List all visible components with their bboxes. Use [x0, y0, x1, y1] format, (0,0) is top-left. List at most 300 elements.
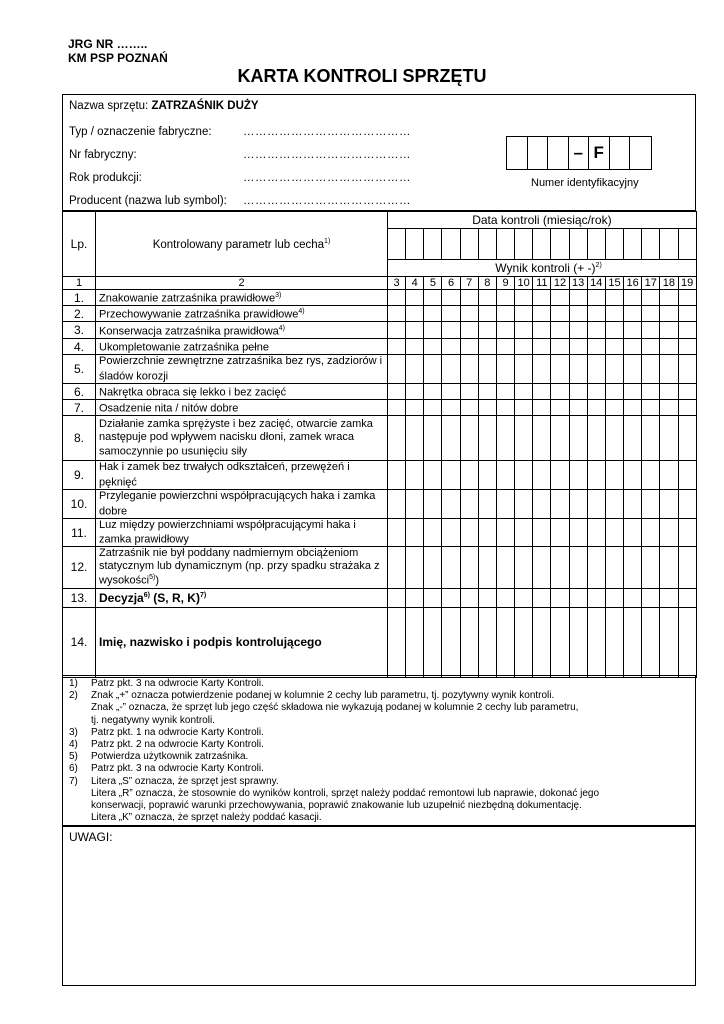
result-cell[interactable] [587, 518, 605, 547]
result-cell[interactable] [551, 384, 569, 400]
result-cell[interactable] [533, 400, 551, 416]
result-cell[interactable] [442, 355, 460, 384]
result-cell[interactable] [569, 518, 587, 547]
result-cell[interactable] [460, 547, 478, 588]
result-cell[interactable] [442, 461, 460, 490]
result-cell[interactable] [678, 290, 696, 306]
remarks-box[interactable] [62, 826, 696, 986]
result-cell[interactable] [660, 339, 678, 355]
result-cell[interactable] [624, 400, 642, 416]
result-cell[interactable] [569, 490, 587, 519]
result-cell[interactable] [569, 461, 587, 490]
serial-field[interactable]: …………………………………… [243, 149, 411, 161]
remarks-label: UWAGI: [69, 830, 113, 844]
result-cell[interactable] [587, 306, 605, 322]
id-cell[interactable] [610, 137, 631, 169]
result-cell[interactable] [660, 490, 678, 519]
footnote-text: Patrz pkt. 3 na odwrocie Karty Kontroli. [91, 678, 264, 689]
result-cell[interactable] [551, 339, 569, 355]
col-number: 8 [478, 277, 496, 290]
result-cell[interactable] [678, 461, 696, 490]
result-cell[interactable] [660, 400, 678, 416]
decision-cell[interactable] [533, 588, 551, 607]
result-cell[interactable] [569, 400, 587, 416]
result-cell[interactable] [496, 547, 514, 588]
result-cell[interactable] [424, 547, 442, 588]
result-cell[interactable] [478, 547, 496, 588]
result-cell[interactable] [660, 306, 678, 322]
id-cell[interactable] [507, 137, 528, 169]
footnote-number: 3) [69, 726, 78, 738]
result-cell[interactable] [460, 290, 478, 306]
col-number: 10 [515, 277, 533, 290]
decision-cell[interactable] [660, 588, 678, 607]
result-cell[interactable] [515, 461, 533, 490]
result-cell[interactable] [660, 322, 678, 339]
signature-cell[interactable] [442, 607, 460, 677]
date-cell[interactable] [605, 229, 623, 260]
result-cell[interactable] [460, 355, 478, 384]
result-cell[interactable] [624, 384, 642, 400]
producer-field[interactable]: …………………………………… [243, 195, 411, 207]
result-cell[interactable] [605, 518, 623, 547]
result-cell[interactable] [624, 322, 642, 339]
result-cell[interactable] [678, 355, 696, 384]
result-cell[interactable] [660, 416, 678, 461]
result-cell[interactable] [406, 400, 424, 416]
unit-number: JRG NR …….. [68, 37, 148, 51]
result-cell[interactable] [624, 547, 642, 588]
result-cell[interactable] [587, 355, 605, 384]
result-cell[interactable] [533, 322, 551, 339]
id-cell[interactable] [528, 137, 549, 169]
result-cell[interactable] [460, 416, 478, 461]
row-lp: 14. [63, 607, 96, 677]
result-cell[interactable] [460, 518, 478, 547]
result-cell[interactable] [642, 400, 660, 416]
result-cell[interactable] [442, 339, 460, 355]
result-cell[interactable] [406, 416, 424, 461]
decision-cell[interactable] [460, 588, 478, 607]
result-cell[interactable] [642, 355, 660, 384]
result-cell[interactable] [496, 306, 514, 322]
result-cell[interactable] [515, 290, 533, 306]
result-cell[interactable] [478, 518, 496, 547]
result-cell[interactable] [551, 547, 569, 588]
result-cell[interactable] [624, 355, 642, 384]
result-cell[interactable] [624, 290, 642, 306]
signature-cell[interactable] [569, 607, 587, 677]
footnotes [62, 675, 696, 826]
result-cell[interactable] [605, 290, 623, 306]
result-cell[interactable] [569, 355, 587, 384]
result-cell[interactable] [478, 490, 496, 519]
signature-cell[interactable] [660, 607, 678, 677]
result-cell[interactable] [587, 322, 605, 339]
result-cell[interactable] [496, 384, 514, 400]
result-cell[interactable] [515, 416, 533, 461]
result-cell[interactable] [569, 290, 587, 306]
result-cell[interactable] [678, 322, 696, 339]
result-cell[interactable] [533, 290, 551, 306]
id-cell[interactable] [630, 137, 651, 169]
result-cell[interactable] [551, 400, 569, 416]
result-cell[interactable] [515, 490, 533, 519]
unit-name: KM PSP POZNAŃ [68, 51, 168, 65]
result-cell[interactable] [624, 306, 642, 322]
result-cell[interactable] [569, 547, 587, 588]
result-cell[interactable] [515, 384, 533, 400]
date-header: Data kontroli (miesiąc/rok) [388, 212, 697, 229]
result-cell[interactable] [642, 461, 660, 490]
year-field[interactable]: …………………………………… [243, 172, 411, 184]
result-cell[interactable] [642, 384, 660, 400]
result-cell[interactable] [424, 306, 442, 322]
result-cell[interactable] [388, 339, 406, 355]
date-cell[interactable] [478, 229, 496, 260]
result-cell[interactable] [442, 322, 460, 339]
result-cell[interactable] [587, 290, 605, 306]
result-cell[interactable] [678, 384, 696, 400]
footnote-text: Potwierdza użytkownik zatrzaśnika. [91, 751, 249, 763]
result-cell[interactable] [678, 339, 696, 355]
result-cell[interactable] [551, 355, 569, 384]
result-cell[interactable] [660, 384, 678, 400]
signature-cell[interactable] [624, 607, 642, 677]
result-cell[interactable] [533, 306, 551, 322]
footnote-text: Znak „+” oznacza potwierdzenie podanej w kolumnie 2 cechy lub parametru, tj. pozytywny wynik kontroli. [91, 690, 555, 702]
result-cell[interactable] [478, 384, 496, 400]
date-cell[interactable] [533, 229, 551, 260]
result-cell[interactable] [533, 384, 551, 400]
result-cell[interactable] [388, 547, 406, 588]
result-cell[interactable] [388, 490, 406, 519]
result-cell[interactable] [496, 490, 514, 519]
result-cell[interactable] [442, 490, 460, 519]
result-cell[interactable] [478, 355, 496, 384]
table-row [63, 339, 697, 355]
result-cell[interactable] [551, 416, 569, 461]
result-cell[interactable] [388, 290, 406, 306]
result-cell[interactable] [478, 306, 496, 322]
result-cell[interactable] [678, 306, 696, 322]
signature-cell[interactable] [496, 607, 514, 677]
result-cell[interactable] [388, 461, 406, 490]
result-cell[interactable] [442, 518, 460, 547]
decision-cell[interactable] [515, 588, 533, 607]
result-cell[interactable] [460, 322, 478, 339]
result-cell[interactable] [442, 416, 460, 461]
result-cell[interactable] [496, 461, 514, 490]
result-cell[interactable] [533, 355, 551, 384]
date-cell[interactable] [515, 229, 533, 260]
id-number-boxes[interactable] [506, 136, 652, 170]
result-cell[interactable] [605, 547, 623, 588]
equipment-info [62, 94, 696, 211]
result-cell[interactable] [624, 339, 642, 355]
result-cell[interactable] [515, 547, 533, 588]
result-cell[interactable] [460, 384, 478, 400]
date-cell[interactable] [569, 229, 587, 260]
decision-cell[interactable] [388, 588, 406, 607]
result-cell[interactable] [424, 384, 442, 400]
result-cell[interactable] [442, 384, 460, 400]
date-cell[interactable] [388, 229, 406, 260]
signature-cell[interactable] [551, 607, 569, 677]
decision-cell[interactable] [442, 588, 460, 607]
col-number: 18 [660, 277, 678, 290]
date-cell[interactable] [551, 229, 569, 260]
result-cell[interactable] [406, 306, 424, 322]
result-cell[interactable] [406, 322, 424, 339]
date-cell[interactable] [460, 229, 478, 260]
result-cell[interactable] [551, 290, 569, 306]
col-number: 6 [442, 277, 460, 290]
result-cell[interactable] [624, 490, 642, 519]
result-cell[interactable] [388, 416, 406, 461]
result-cell[interactable] [460, 339, 478, 355]
result-cell[interactable] [642, 547, 660, 588]
result-cell[interactable] [678, 518, 696, 547]
result-cell[interactable] [569, 384, 587, 400]
signature-cell[interactable] [642, 607, 660, 677]
signature-cell[interactable] [460, 607, 478, 677]
result-cell[interactable] [424, 416, 442, 461]
footnote-text: Patrz pkt. 2 na odwrocie Karty Kontroli. [91, 739, 264, 750]
result-cell[interactable] [678, 416, 696, 461]
result-cell[interactable] [424, 322, 442, 339]
table-row [63, 322, 697, 339]
row-param: Konserwacja zatrzaśnika prawidłowa$^{4)}$ [96, 322, 388, 339]
result-cell[interactable] [388, 355, 406, 384]
row-param: Osadzenie nita / nitów dobre [96, 400, 388, 416]
result-cell[interactable] [551, 306, 569, 322]
decision-cell[interactable] [624, 588, 642, 607]
result-cell[interactable] [496, 290, 514, 306]
result-cell[interactable] [406, 339, 424, 355]
result-cell[interactable] [642, 339, 660, 355]
col-number: 16 [624, 277, 642, 290]
result-cell[interactable] [406, 547, 424, 588]
result-cell[interactable] [388, 384, 406, 400]
result-cell[interactable] [515, 400, 533, 416]
result-cell[interactable] [642, 306, 660, 322]
result-cell[interactable] [551, 461, 569, 490]
result-cell[interactable] [442, 306, 460, 322]
result-cell[interactable] [642, 518, 660, 547]
result-cell[interactable] [424, 290, 442, 306]
decision-cell[interactable] [424, 588, 442, 607]
result-cell[interactable] [678, 547, 696, 588]
result-cell[interactable] [533, 339, 551, 355]
result-cell[interactable] [551, 490, 569, 519]
row-param: Ukompletowanie zatrzaśnika pełne [96, 339, 388, 355]
result-cell[interactable] [605, 339, 623, 355]
result-cell[interactable] [533, 461, 551, 490]
result-cell[interactable] [533, 547, 551, 588]
date-cell[interactable] [496, 229, 514, 260]
result-cell[interactable] [442, 400, 460, 416]
result-cell[interactable] [496, 355, 514, 384]
result-cell[interactable] [642, 490, 660, 519]
result-cell[interactable] [424, 461, 442, 490]
result-cell[interactable] [587, 490, 605, 519]
result-cell[interactable] [551, 518, 569, 547]
result-cell[interactable] [587, 384, 605, 400]
table-row [63, 461, 697, 490]
decision-cell[interactable] [569, 588, 587, 607]
decision-cell[interactable] [605, 588, 623, 607]
signature-cell[interactable] [424, 607, 442, 677]
result-cell[interactable] [569, 322, 587, 339]
signature-cell[interactable] [533, 607, 551, 677]
signature-cell[interactable] [605, 607, 623, 677]
footnote-number: 6) [69, 763, 78, 775]
signature-cell[interactable] [478, 607, 496, 677]
signature-cell[interactable] [678, 607, 696, 677]
footnote-text: Patrz pkt. 1 na odwrocie Karty Kontroli. [91, 726, 264, 738]
row-lp: 11. [63, 518, 96, 547]
result-cell[interactable] [460, 461, 478, 490]
id-cell[interactable] [548, 137, 569, 169]
result-cell[interactable] [587, 547, 605, 588]
decision-label: Decyzja$^{6)}$ (S, R, K)$^{7)}$ [96, 588, 388, 607]
result-cell[interactable] [605, 400, 623, 416]
result-cell[interactable] [660, 355, 678, 384]
date-cell[interactable] [678, 229, 696, 260]
result-cell[interactable] [605, 384, 623, 400]
result-cell[interactable] [496, 339, 514, 355]
result-cell[interactable] [660, 547, 678, 588]
date-cell[interactable] [442, 229, 460, 260]
result-cell[interactable] [424, 355, 442, 384]
result-cell[interactable] [587, 400, 605, 416]
result-cell[interactable] [605, 322, 623, 339]
result-cell[interactable] [424, 400, 442, 416]
result-cell[interactable] [624, 416, 642, 461]
result-cell[interactable] [388, 306, 406, 322]
decision-cell[interactable] [406, 588, 424, 607]
result-cell[interactable] [587, 339, 605, 355]
result-cell[interactable] [605, 461, 623, 490]
result-cell[interactable] [642, 416, 660, 461]
result-cell[interactable] [678, 400, 696, 416]
equipment-name [69, 100, 259, 112]
result-cell[interactable] [478, 461, 496, 490]
result-cell[interactable] [660, 461, 678, 490]
date-cell[interactable] [642, 229, 660, 260]
decision-cell[interactable] [551, 588, 569, 607]
decision-cell[interactable] [496, 588, 514, 607]
result-cell[interactable] [406, 355, 424, 384]
result-cell[interactable] [388, 400, 406, 416]
result-cell[interactable] [551, 322, 569, 339]
result-cell[interactable] [406, 384, 424, 400]
result-cell[interactable] [605, 355, 623, 384]
result-cell[interactable] [442, 290, 460, 306]
result-cell[interactable] [569, 416, 587, 461]
result-cell[interactable] [569, 339, 587, 355]
year-label: Rok produkcji: [69, 172, 142, 184]
result-cell[interactable] [605, 306, 623, 322]
result-cell[interactable] [478, 322, 496, 339]
serial-label: Nr fabryczny: [69, 149, 137, 161]
result-cell[interactable] [515, 518, 533, 547]
date-cell[interactable] [406, 229, 424, 260]
result-cell[interactable] [515, 339, 533, 355]
date-cell[interactable] [587, 229, 605, 260]
result-cell[interactable] [478, 339, 496, 355]
col-number: 19 [678, 277, 696, 290]
result-cell[interactable] [496, 518, 514, 547]
result-cell[interactable] [388, 322, 406, 339]
signature-cell[interactable] [587, 607, 605, 677]
signature-cell[interactable] [406, 607, 424, 677]
result-cell[interactable] [624, 461, 642, 490]
decision-cell[interactable] [478, 588, 496, 607]
footnote-text: Znak „-” oznacza, że sprzęt lub jego część składowa nie wykazują podanej w kolumnie 2 cechy lub parametru, [91, 702, 579, 714]
result-cell[interactable] [660, 518, 678, 547]
date-cell[interactable] [424, 229, 442, 260]
result-cell[interactable] [406, 490, 424, 519]
result-cell[interactable] [478, 416, 496, 461]
result-cell[interactable] [515, 355, 533, 384]
footnote-number: 7) [69, 775, 78, 787]
result-cell[interactable] [496, 322, 514, 339]
result-cell[interactable] [515, 322, 533, 339]
result-cell[interactable] [587, 461, 605, 490]
type-field[interactable]: …………………………………… [243, 126, 411, 138]
result-cell[interactable] [460, 490, 478, 519]
result-cell[interactable] [388, 518, 406, 547]
result-cell[interactable] [533, 490, 551, 519]
result-cell[interactable] [424, 339, 442, 355]
result-cell[interactable] [605, 490, 623, 519]
result-cell[interactable] [533, 416, 551, 461]
result-cell[interactable] [442, 547, 460, 588]
result-cell[interactable] [424, 490, 442, 519]
result-cell[interactable] [587, 416, 605, 461]
result-cell[interactable] [496, 416, 514, 461]
result-cell[interactable] [406, 461, 424, 490]
result-cell[interactable] [678, 490, 696, 519]
result-cell[interactable] [605, 416, 623, 461]
result-cell[interactable] [478, 400, 496, 416]
result-cell[interactable] [406, 518, 424, 547]
decision-cell[interactable] [642, 588, 660, 607]
result-cell[interactable] [460, 306, 478, 322]
result-cell[interactable] [642, 290, 660, 306]
result-cell[interactable] [406, 290, 424, 306]
result-cell[interactable] [624, 518, 642, 547]
result-cell[interactable] [496, 400, 514, 416]
decision-cell[interactable] [678, 588, 696, 607]
signature-cell[interactable] [515, 607, 533, 677]
col-number: 12 [551, 277, 569, 290]
result-cell[interactable] [642, 322, 660, 339]
result-cell[interactable] [478, 290, 496, 306]
result-cell[interactable] [460, 400, 478, 416]
date-cell[interactable] [660, 229, 678, 260]
date-cell[interactable] [624, 229, 642, 260]
result-cell[interactable] [569, 306, 587, 322]
signature-cell[interactable] [388, 607, 406, 677]
result-cell[interactable] [660, 290, 678, 306]
decision-cell[interactable] [587, 588, 605, 607]
result-cell[interactable] [424, 518, 442, 547]
result-cell[interactable] [515, 306, 533, 322]
result-cell[interactable] [533, 518, 551, 547]
